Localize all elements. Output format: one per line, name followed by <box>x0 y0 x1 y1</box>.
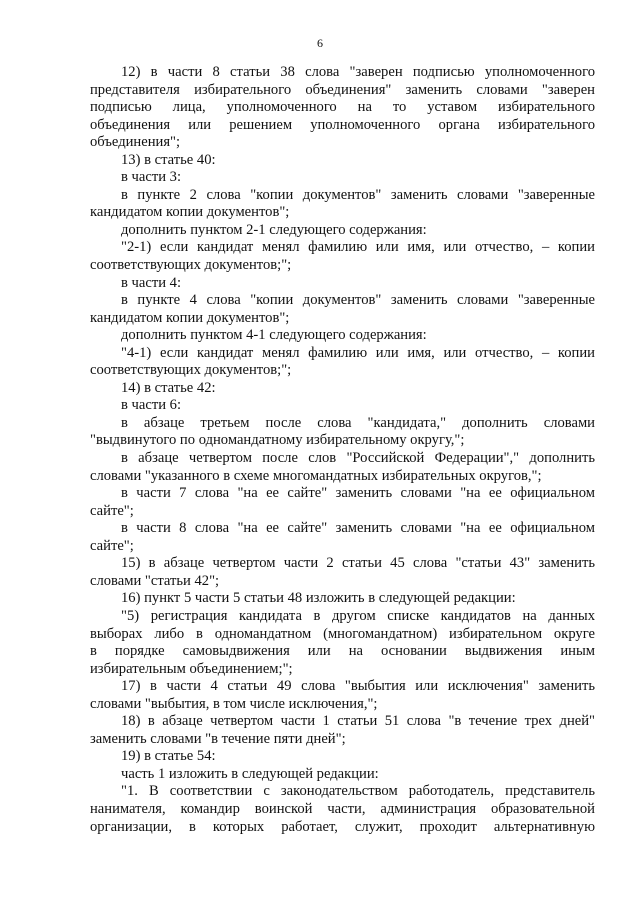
text-line: 17) в части 4 статьи 49 слова "выбытия или исключения" заменить <box>121 678 595 695</box>
text-line: 15) в абзаце четвертом части 2 статьи 45 слова "статьи 43" заменить <box>121 555 595 572</box>
text-line: в пункте 4 слова "копии документов" заменить словами "заверенные <box>121 292 595 309</box>
text-line: организации, в которых работает, служит, проходит альтернативную <box>90 818 595 835</box>
text-line: в части 3: <box>121 169 182 186</box>
text-line: заменить словами "в течение пяти дней"; <box>90 730 346 747</box>
text-line: в абзаце третьем после слова "кандидата," дополнить словами <box>121 414 595 431</box>
text-line: объединения или решением уполномоченного органа избирательного <box>90 116 595 133</box>
text-line: сайте"; <box>90 537 134 554</box>
text-line: дополнить пунктом 2-1 следующего содержания: <box>121 221 427 238</box>
text-line: "5) регистрация кандидата в другом списке кандидатов на данных <box>121 607 595 624</box>
text-line: сайте"; <box>90 502 134 519</box>
text-line: выборах либо в одномандатном (многомандатном) избирательном округе <box>90 625 595 642</box>
text-line: объединения"; <box>90 134 181 151</box>
text-line: подписью лица, уполномоченного на то уставом избирательного <box>90 99 595 116</box>
text-line: в абзаце четвертом после слов "Российской Федерации"," дополнить <box>121 450 595 467</box>
text-line: часть 1 изложить в следующей редакции: <box>121 765 379 782</box>
text-line: представителя избирательного объединения" заменить словами "заверен <box>90 81 595 98</box>
text-line: в части 6: <box>121 397 182 414</box>
text-line: дополнить пунктом 4-1 следующего содержания: <box>121 327 427 344</box>
text-line: соответствующих документов;"; <box>90 362 292 379</box>
text-line: кандидатом копии документов"; <box>90 204 290 221</box>
text-line: в части 4: <box>121 274 182 291</box>
text-line: "1. В соответствии с законодательством работодатель, представитель <box>121 783 595 800</box>
text-line: "выдвинутого по одномандатному избирательному округу,"; <box>90 432 465 449</box>
text-line: словами "выбытия, в том числе исключения,"; <box>90 695 378 712</box>
text-line: 19) в статье 54: <box>121 748 216 765</box>
text-line: 16) пункт 5 части 5 статьи 48 изложить в следующей редакции: <box>121 590 516 607</box>
text-line: 13) в статье 40: <box>121 151 216 168</box>
text-line: в порядке самовыдвижения или на основании выдвижения иным <box>90 643 595 660</box>
text-line: нанимателя, командир воинской части, администрация образовательной <box>90 800 595 817</box>
document-body <box>90 64 595 836</box>
text-line: в части 7 слова "на ее сайте" заменить словами "на ее официальном <box>121 485 595 502</box>
text-line: 14) в статье 42: <box>121 379 216 396</box>
text-line: избирательным объединением;"; <box>90 660 293 677</box>
text-line: соответствующих документов;"; <box>90 257 292 274</box>
text-line: словами "статьи 42"; <box>90 572 220 589</box>
text-line: словами "указанного в схеме многомандатных избирательных округов,"; <box>90 467 542 484</box>
text-line: кандидатом копии документов"; <box>90 309 290 326</box>
page-number: 6 <box>317 36 323 50</box>
text-line: "4-1) если кандидат менял фамилию или имя, или отчество, – копии <box>121 344 595 361</box>
text-line: в пункте 2 слова "копии документов" заменить словами "заверенные <box>121 186 595 203</box>
text-line: 18) в абзаце четвертом части 1 статьи 51 слова "в течение трех дней" <box>121 713 595 730</box>
text-line: 12) в части 8 статьи 38 слова "заверен подписью уполномоченного <box>121 64 595 80</box>
text-line: в части 8 слова "на ее сайте" заменить словами "на ее официальном <box>121 520 595 537</box>
text-line: "2-1) если кандидат менял фамилию или имя, или отчество, – копии <box>121 239 595 256</box>
